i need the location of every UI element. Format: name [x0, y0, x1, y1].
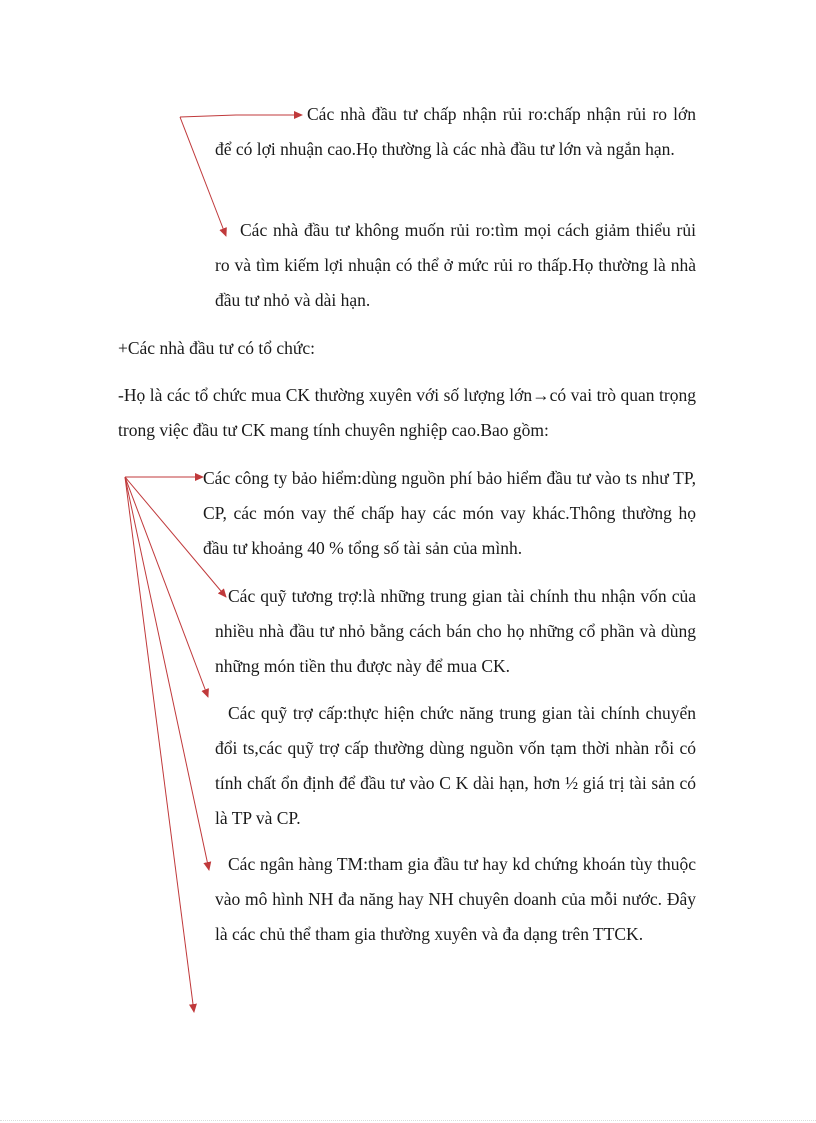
paragraph-risk-accepting: Các nhà đầu tư chấp nhận rủi ro:chấp nhận rủi ro lớn để có lợi nhuận cao.Họ thường là các nhà đầu tư lớn và ngắn hạn. [215, 104, 696, 159]
paragraph-institutional-intro: -Họ là các tổ chức mua CK thường xuyên với số lượng lớn→có vai trò quan trọng trong việc đầu tư CK mang tính chuyên nghiệp cao.Bao gồm: [118, 385, 696, 440]
arrow-line-pension-funds [125, 477, 208, 697]
paragraph-pension-funds: Các quỹ trợ cấp:thực hiện chức năng trung gian tài chính chuyển đổi ts,các quỹ trợ cấp thường dùng nguồn vốn tạm thời nhàn rỗi có tính chất ổn định để đầu tư vào C K dài hạn, hơn ½ giá trị tài sản có là TP và CP. [215, 703, 696, 828]
paragraph-insurance-companies: Các công ty bảo hiểm:dùng nguồn phí bảo hiểm đầu tư vào ts như TP, CP, các món vay thế chấp hay các món vay khác.Thông thường họ đầu tư khoảng 40 % tổng số tài sản của mình. [203, 468, 696, 558]
paragraph-mutual-funds: Các quỹ tương trợ:là những trung gian tài chính thu nhận vốn của nhiều nhà đầu tư nhỏ bằng cách bán cho họ những cổ phần và dùng những món tiền thu được này để mua CK. [215, 586, 696, 676]
heading-institutional-investors: +Các nhà đầu tư có tổ chức: [118, 338, 315, 358]
paragraph-risk-averse: Các nhà đầu tư không muốn rủi ro:tìm mọi cách giảm thiểu rủi ro và tìm kiếm lợi nhuận có thể ở mức rủi ro thấp.Họ thường là nhà đầu tư nhỏ và dài hạn. [215, 220, 696, 310]
page-bottom-rule [0, 1120, 816, 1121]
arrow-line-commercial-banks [125, 477, 209, 870]
arrow-line-extra [125, 477, 194, 1012]
paragraph-commercial-banks: Các ngân hàng TM:tham gia đầu tư hay kd chứng khoán tùy thuộc vào mô hình NH đa năng hay NH chuyên doanh của mỗi nước. Đây là các chủ thể tham gia thường xuyên và đa dạng trên TTCK. [215, 854, 696, 944]
